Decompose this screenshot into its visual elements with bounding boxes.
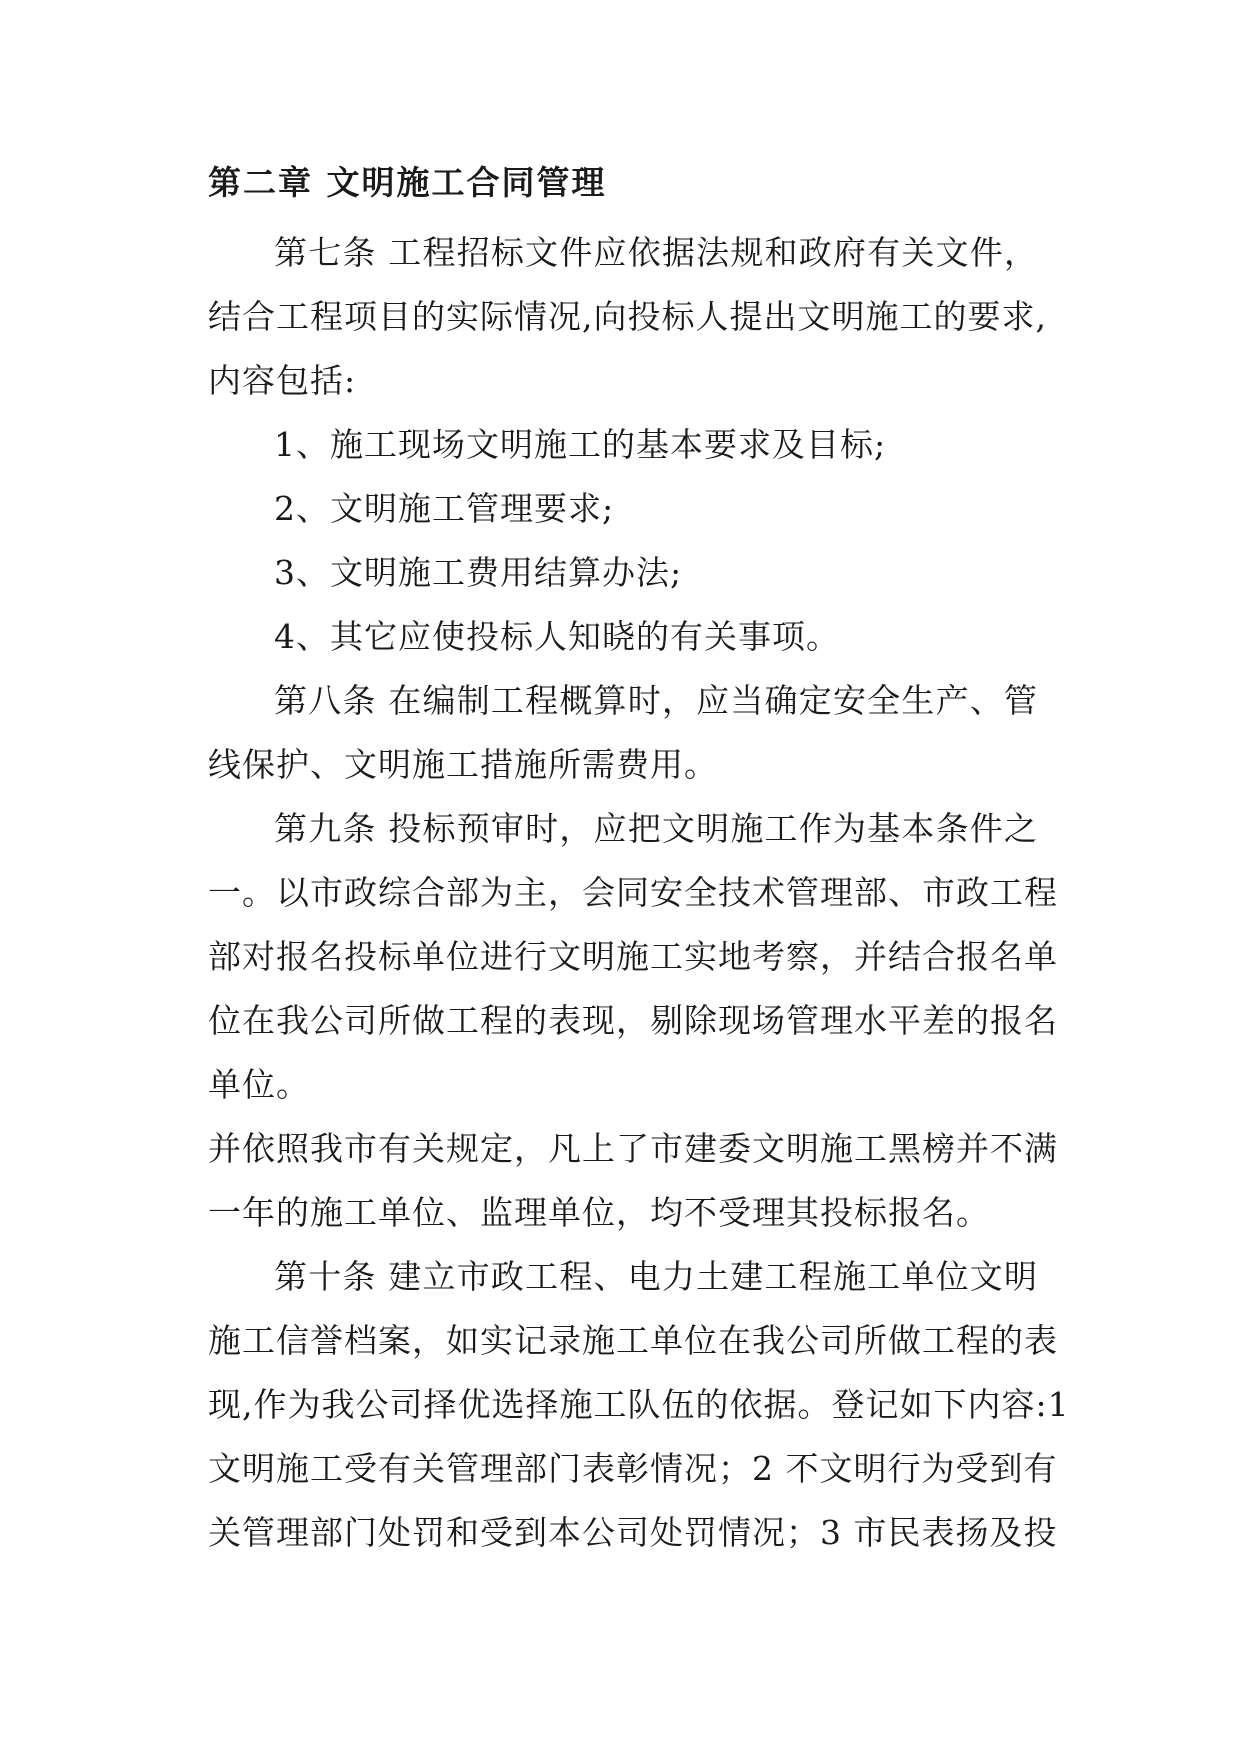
list-item-1: 1、施工现场文明施工的基本要求及目标; [274,425,887,464]
list-item-3: 3、文明施工费用结算办法; [274,553,683,592]
article-10-line-3: 现,作为我公司择优选择施工队伍的依据。登记如下内容:1 [208,1385,1070,1424]
list-item-2: 2、文明施工管理要求; [274,489,615,528]
article-10-line-5: 关管理部门处罚和受到本公司处罚情况；3 市民表扬及投 [208,1513,1058,1552]
article-9-line-3: 部对报名投标单位进行文明施工实地考察，并结合报名单 [208,937,1058,976]
chapter-title: 第二章 文明施工合同管理 [208,163,607,202]
article-9-line-1: 第九条 投标预审时，应把文明施工作为基本条件之 [274,809,1038,848]
article-9-line-5: 单位。 [208,1065,310,1104]
list-item-4: 4、其它应使投标人知晓的有关事项。 [274,617,840,656]
article-8-line-1: 第八条 在编制工程概算时，应当确定安全生产、管 [274,681,1038,720]
article-9-line-2: 一。以市政综合部为主，会同安全技术管理部、市政工程 [208,873,1058,912]
article-10-line-1: 第十条 建立市政工程、电力土建工程施工单位文明 [274,1257,1038,1296]
article-9-line-4: 位在我公司所做工程的表现，剔除现场管理水平差的报名 [208,1001,1058,1040]
article-7-line-3: 内容包括: [208,361,357,400]
article-9-note-line-2: 一年的施工单位、监理单位，均不受理其投标报名。 [208,1193,990,1232]
article-7-line-1: 第七条 工程招标文件应依据法规和政府有关文件， [274,233,1038,272]
article-10-line-2: 施工信誉档案，如实记录施工单位在我公司所做工程的表 [208,1321,1058,1360]
article-9-note-line-1: 并依照我市有关规定，凡上了市建委文明施工黑榜并不满 [208,1129,1058,1168]
article-10-line-4: 文明施工受有关管理部门表彰情况；2 不文明行为受到有 [208,1449,1058,1488]
article-7-line-2: 结合工程项目的实际情况,向投标人提出文明施工的要求, [208,297,1047,336]
article-8-line-2: 线保护、文明施工措施所需费用。 [208,745,718,784]
